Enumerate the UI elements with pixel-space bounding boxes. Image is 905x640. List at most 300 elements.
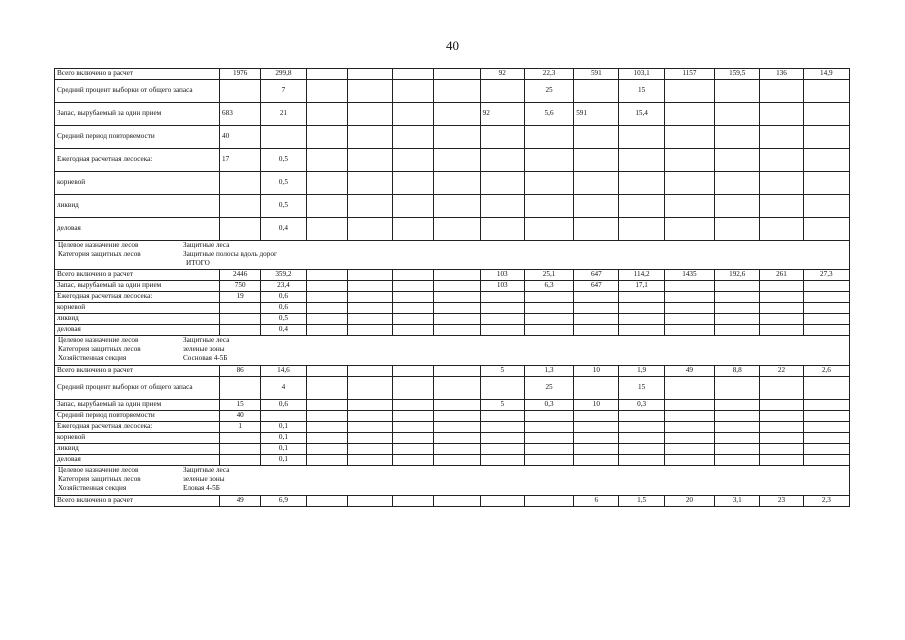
value-cell: 103,1 xyxy=(619,69,664,80)
value-cell xyxy=(480,432,524,443)
value-cell xyxy=(347,399,392,410)
row-label: Всего включено в расчет xyxy=(55,269,220,280)
row-label: Средний процент выборки от общего запаса xyxy=(55,80,220,103)
value-cell xyxy=(434,365,480,376)
value-cell xyxy=(715,421,760,432)
value-cell xyxy=(715,432,760,443)
value-cell xyxy=(664,432,714,443)
value-cell: 0,4 xyxy=(261,218,306,241)
row-label: деловая xyxy=(55,454,220,465)
value-cell: 299,8 xyxy=(261,69,306,80)
value-cell: 0,6 xyxy=(261,302,306,313)
value-cell xyxy=(306,280,347,291)
value-cell xyxy=(619,302,664,313)
section-header xyxy=(55,465,850,495)
section-value: Защитные полосы вдоль дорог xyxy=(183,250,277,258)
value-cell xyxy=(524,495,573,506)
table-row xyxy=(55,421,850,432)
value-cell: 3,1 xyxy=(715,495,760,506)
value-cell xyxy=(619,126,664,149)
value-cell: 19 xyxy=(220,291,261,302)
value-cell xyxy=(306,421,347,432)
value-cell: 2,3 xyxy=(803,495,849,506)
value-cell: 359,2 xyxy=(261,269,306,280)
value-cell xyxy=(664,324,714,335)
row-label: деловая xyxy=(55,324,220,335)
value-cell xyxy=(574,454,619,465)
row-label: Запас, вырубаемый за один прием xyxy=(55,280,220,291)
row-label: Запас, вырубаемый за один прием xyxy=(55,103,220,126)
table-row xyxy=(55,399,850,410)
value-cell: 22 xyxy=(760,365,803,376)
value-cell xyxy=(524,313,573,324)
section-line xyxy=(58,242,846,251)
value-cell: 49 xyxy=(664,365,714,376)
row-label: деловая xyxy=(55,218,220,241)
value-cell xyxy=(480,291,524,302)
value-cell xyxy=(715,80,760,103)
forest-calculation-table xyxy=(54,68,850,507)
value-cell: 1,5 xyxy=(619,495,664,506)
value-cell: 0,5 xyxy=(261,313,306,324)
table-row xyxy=(55,410,850,421)
table-row xyxy=(55,69,850,80)
value-cell: 49 xyxy=(220,495,261,506)
table-row xyxy=(55,324,850,335)
value-cell: 1,3 xyxy=(524,365,573,376)
value-cell xyxy=(347,291,392,302)
row-label: Ежегодная расчетная лесосека: xyxy=(55,291,220,302)
value-cell xyxy=(803,454,849,465)
value-cell xyxy=(347,376,392,399)
value-cell: 1 xyxy=(220,421,261,432)
value-cell xyxy=(524,302,573,313)
value-cell xyxy=(619,149,664,172)
value-cell xyxy=(619,432,664,443)
value-cell: 8,8 xyxy=(715,365,760,376)
value-cell xyxy=(434,126,480,149)
value-cell: 25 xyxy=(524,376,573,399)
value-cell xyxy=(803,218,849,241)
value-cell xyxy=(760,291,803,302)
value-cell: 15 xyxy=(619,80,664,103)
value-cell xyxy=(664,195,714,218)
row-label: Средний период повторяемости xyxy=(55,410,220,421)
value-cell xyxy=(664,103,714,126)
value-cell xyxy=(306,172,347,195)
value-cell xyxy=(480,313,524,324)
value-cell: 0,1 xyxy=(261,421,306,432)
value-cell: 0,5 xyxy=(261,149,306,172)
value-cell xyxy=(306,149,347,172)
value-cell: 14,6 xyxy=(261,365,306,376)
value-cell xyxy=(480,126,524,149)
value-cell xyxy=(803,443,849,454)
value-cell xyxy=(480,172,524,195)
value-cell xyxy=(480,149,524,172)
value-cell xyxy=(664,410,714,421)
row-label: ликвид xyxy=(55,313,220,324)
value-cell xyxy=(306,410,347,421)
value-cell xyxy=(393,324,434,335)
value-cell xyxy=(574,149,619,172)
value-cell xyxy=(574,195,619,218)
value-cell xyxy=(347,195,392,218)
value-cell xyxy=(664,172,714,195)
section-line xyxy=(58,337,846,346)
value-cell xyxy=(715,126,760,149)
value-cell: 683 xyxy=(220,103,261,126)
section-value: зеленые зоны xyxy=(183,344,225,353)
value-cell xyxy=(803,103,849,126)
table-row xyxy=(55,269,850,280)
value-cell xyxy=(434,495,480,506)
value-cell xyxy=(306,69,347,80)
row-label: Всего включено в расчет xyxy=(55,495,220,506)
value-cell xyxy=(220,302,261,313)
value-cell xyxy=(664,376,714,399)
value-cell: 0,5 xyxy=(261,195,306,218)
value-cell xyxy=(434,195,480,218)
value-cell xyxy=(760,195,803,218)
value-cell xyxy=(393,149,434,172)
value-cell xyxy=(347,432,392,443)
value-cell xyxy=(760,410,803,421)
row-label: Средний период повторяемости xyxy=(55,126,220,149)
table-row xyxy=(55,443,850,454)
value-cell xyxy=(393,313,434,324)
value-cell xyxy=(715,195,760,218)
value-cell xyxy=(715,302,760,313)
row-label: ликвид xyxy=(55,443,220,454)
value-cell xyxy=(480,454,524,465)
value-cell xyxy=(306,80,347,103)
value-cell xyxy=(434,291,480,302)
value-cell: 103 xyxy=(480,280,524,291)
value-cell xyxy=(760,103,803,126)
value-cell xyxy=(306,195,347,218)
value-cell xyxy=(664,454,714,465)
value-cell xyxy=(393,365,434,376)
value-cell xyxy=(715,313,760,324)
value-cell xyxy=(715,291,760,302)
section-value: Сосновая 4-5Б xyxy=(183,353,228,362)
value-cell xyxy=(393,218,434,241)
value-cell xyxy=(574,443,619,454)
table-row xyxy=(55,80,850,103)
value-cell xyxy=(393,399,434,410)
value-cell xyxy=(715,443,760,454)
section-value: Защитные леса xyxy=(183,241,230,249)
section-line xyxy=(58,251,846,260)
value-cell xyxy=(434,103,480,126)
value-cell: 15 xyxy=(220,399,261,410)
value-cell: 17,1 xyxy=(619,280,664,291)
value-cell xyxy=(664,421,714,432)
value-cell xyxy=(524,443,573,454)
value-cell xyxy=(664,302,714,313)
table-row xyxy=(55,365,850,376)
value-cell xyxy=(715,280,760,291)
section-line xyxy=(58,346,846,355)
value-cell: 17 xyxy=(220,149,261,172)
section-value: зеленые зоны xyxy=(183,474,225,483)
page-number: 40 xyxy=(446,38,459,53)
value-cell xyxy=(434,69,480,80)
section-key: Категория защитных лесов xyxy=(58,474,141,483)
value-cell xyxy=(619,218,664,241)
value-cell xyxy=(803,80,849,103)
value-cell xyxy=(574,324,619,335)
value-cell xyxy=(803,324,849,335)
value-cell: 22,3 xyxy=(524,69,573,80)
value-cell xyxy=(480,324,524,335)
value-cell xyxy=(574,302,619,313)
value-cell xyxy=(803,399,849,410)
value-cell xyxy=(393,291,434,302)
value-cell xyxy=(480,443,524,454)
value-cell xyxy=(434,280,480,291)
value-cell xyxy=(524,291,573,302)
value-cell xyxy=(664,149,714,172)
value-cell xyxy=(574,80,619,103)
row-label: Ежегодная расчетная лесосека: xyxy=(55,149,220,172)
value-cell: 2446 xyxy=(220,269,261,280)
value-cell: 647 xyxy=(574,269,619,280)
value-cell xyxy=(347,410,392,421)
value-cell xyxy=(760,80,803,103)
value-cell xyxy=(434,269,480,280)
value-cell xyxy=(664,126,714,149)
section-header-row xyxy=(55,465,850,495)
row-label: корневой xyxy=(55,172,220,195)
value-cell xyxy=(524,149,573,172)
value-cell xyxy=(393,410,434,421)
value-cell xyxy=(664,399,714,410)
table-row xyxy=(55,313,850,324)
value-cell xyxy=(574,218,619,241)
section-key: Целевое назначение лесов xyxy=(58,465,139,474)
value-cell xyxy=(306,454,347,465)
section-key: Целевое назначение лесов xyxy=(58,335,139,344)
value-cell xyxy=(760,149,803,172)
value-cell: 159,5 xyxy=(715,69,760,80)
value-cell: 23,4 xyxy=(261,280,306,291)
value-cell: 0,1 xyxy=(261,443,306,454)
value-cell xyxy=(393,302,434,313)
value-cell xyxy=(306,269,347,280)
value-cell: 4 xyxy=(261,376,306,399)
table-row xyxy=(55,302,850,313)
value-cell xyxy=(347,80,392,103)
value-cell xyxy=(803,172,849,195)
value-cell xyxy=(715,324,760,335)
value-cell xyxy=(220,218,261,241)
value-cell: 20 xyxy=(664,495,714,506)
value-cell xyxy=(803,313,849,324)
value-cell xyxy=(393,69,434,80)
value-cell xyxy=(220,313,261,324)
value-cell xyxy=(306,291,347,302)
value-cell xyxy=(803,410,849,421)
value-cell: 591 xyxy=(574,69,619,80)
value-cell xyxy=(760,126,803,149)
value-cell xyxy=(480,302,524,313)
value-cell xyxy=(306,376,347,399)
table-row xyxy=(55,172,850,195)
value-cell xyxy=(393,454,434,465)
section-key: Категория защитных лесов xyxy=(58,344,141,353)
row-label: Ежегодная расчетная лесосека: xyxy=(55,421,220,432)
value-cell xyxy=(220,324,261,335)
value-cell xyxy=(347,443,392,454)
value-cell: 647 xyxy=(574,280,619,291)
section-header-row xyxy=(55,335,850,365)
value-cell xyxy=(803,432,849,443)
value-cell: 40 xyxy=(220,410,261,421)
value-cell xyxy=(306,495,347,506)
value-cell xyxy=(347,69,392,80)
value-cell xyxy=(760,324,803,335)
section-header xyxy=(55,241,850,270)
value-cell xyxy=(306,443,347,454)
value-cell xyxy=(220,172,261,195)
value-cell xyxy=(434,432,480,443)
value-cell xyxy=(480,80,524,103)
value-cell: 103 xyxy=(480,269,524,280)
value-cell xyxy=(803,302,849,313)
value-cell xyxy=(306,218,347,241)
value-cell xyxy=(619,195,664,218)
value-cell xyxy=(306,399,347,410)
row-label: Всего включено в расчет xyxy=(55,365,220,376)
value-cell: 1976 xyxy=(220,69,261,80)
section-line xyxy=(58,485,846,494)
value-cell: 136 xyxy=(760,69,803,80)
value-cell xyxy=(393,195,434,218)
row-label: Всего включено в расчет xyxy=(55,69,220,80)
value-cell: 0,3 xyxy=(619,399,664,410)
value-cell xyxy=(347,302,392,313)
value-cell xyxy=(220,443,261,454)
value-cell: 0,6 xyxy=(261,399,306,410)
value-cell xyxy=(664,280,714,291)
value-cell: 0,4 xyxy=(261,324,306,335)
section-value: Защитные леса xyxy=(183,335,230,344)
value-cell: 25,1 xyxy=(524,269,573,280)
value-cell: 0,1 xyxy=(261,432,306,443)
value-cell xyxy=(347,126,392,149)
section-value: Еловая 4-5Б xyxy=(183,483,220,492)
value-cell xyxy=(220,80,261,103)
value-cell xyxy=(306,126,347,149)
value-cell xyxy=(524,421,573,432)
value-cell xyxy=(760,454,803,465)
value-cell xyxy=(574,410,619,421)
value-cell xyxy=(619,291,664,302)
value-cell xyxy=(574,313,619,324)
value-cell xyxy=(434,443,480,454)
section-key: Хозяйственная секция xyxy=(58,483,127,492)
value-cell xyxy=(715,218,760,241)
value-cell xyxy=(760,280,803,291)
value-cell xyxy=(393,269,434,280)
value-cell xyxy=(220,195,261,218)
value-cell: 40 xyxy=(220,126,261,149)
value-cell: 25 xyxy=(524,80,573,103)
value-cell xyxy=(261,410,306,421)
value-cell: 750 xyxy=(220,280,261,291)
value-cell xyxy=(261,126,306,149)
value-cell xyxy=(480,421,524,432)
table-row xyxy=(55,149,850,172)
value-cell xyxy=(619,172,664,195)
value-cell xyxy=(393,280,434,291)
table-row xyxy=(55,103,850,126)
value-cell: 86 xyxy=(220,365,261,376)
table-row xyxy=(55,195,850,218)
value-cell: 192,6 xyxy=(715,269,760,280)
value-cell xyxy=(480,410,524,421)
value-cell xyxy=(347,280,392,291)
value-cell xyxy=(619,410,664,421)
value-cell xyxy=(803,376,849,399)
value-cell xyxy=(393,432,434,443)
value-cell xyxy=(480,195,524,218)
value-cell xyxy=(347,149,392,172)
value-cell: 15 xyxy=(619,376,664,399)
row-label: Средний процент выборки от общего запаса xyxy=(55,376,220,399)
value-cell xyxy=(715,399,760,410)
value-cell xyxy=(306,103,347,126)
value-cell xyxy=(524,324,573,335)
table-row xyxy=(55,376,850,399)
value-cell: 92 xyxy=(480,69,524,80)
table-row xyxy=(55,432,850,443)
value-cell xyxy=(715,103,760,126)
value-cell: 5 xyxy=(480,365,524,376)
value-cell xyxy=(306,302,347,313)
value-cell: 0,6 xyxy=(261,291,306,302)
value-cell xyxy=(664,443,714,454)
value-cell xyxy=(715,376,760,399)
value-cell xyxy=(347,172,392,195)
value-cell xyxy=(220,376,261,399)
value-cell xyxy=(715,172,760,195)
table-row xyxy=(55,291,850,302)
value-cell xyxy=(434,218,480,241)
table-row xyxy=(55,495,850,506)
table-row xyxy=(55,218,850,241)
value-cell xyxy=(347,421,392,432)
value-cell: 2,6 xyxy=(803,365,849,376)
value-cell: 0,5 xyxy=(261,172,306,195)
value-cell xyxy=(524,195,573,218)
value-cell xyxy=(619,324,664,335)
value-cell: 6 xyxy=(574,495,619,506)
section-header-row xyxy=(55,241,850,270)
value-cell xyxy=(760,172,803,195)
value-cell xyxy=(434,399,480,410)
value-cell xyxy=(480,495,524,506)
value-cell xyxy=(619,443,664,454)
value-cell: 27,3 xyxy=(803,269,849,280)
value-cell xyxy=(480,218,524,241)
value-cell xyxy=(619,421,664,432)
value-cell: 92 xyxy=(480,103,524,126)
value-cell xyxy=(803,291,849,302)
value-cell xyxy=(574,432,619,443)
